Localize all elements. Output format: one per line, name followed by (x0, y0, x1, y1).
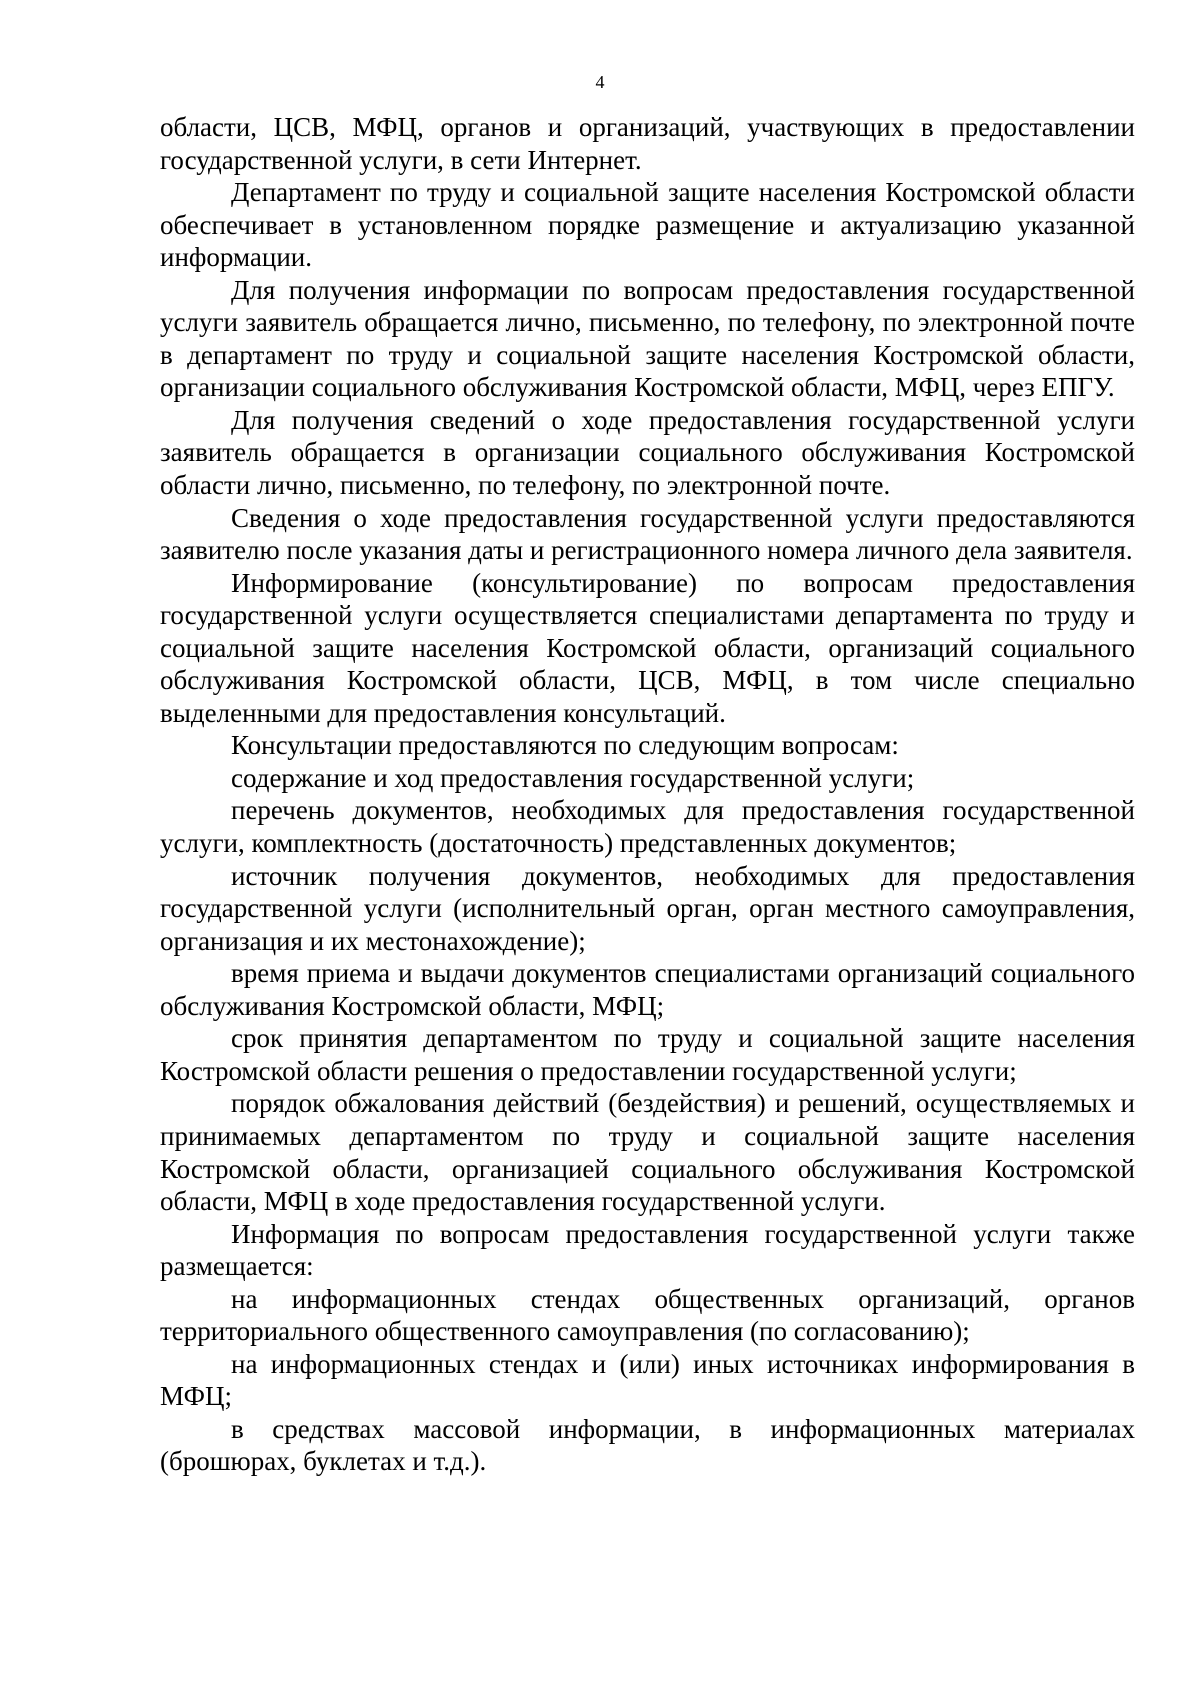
list-item: источник получения документов, необходимых для предоставления государственной услуги (исполнительный орган, орган местного самоуправления, организация и их местонахождение); (160, 860, 1135, 956)
page-number: 4 (595, 72, 605, 92)
paragraph-consulting: Информирование (консультирование) по вопросам предоставления государственной услуги осуществляется специалистами департамента по труду и социальной защите населения Костромской области, организаций социального обслуживания Костромской области, ЦСВ, МФЦ, в том числе специально выделенными для предоставления консультаций. (160, 567, 1135, 728)
list-item: содержание и ход предоставления государственной услуги; (231, 762, 915, 793)
paragraph-continuation: области, ЦСВ, МФЦ, органов и организаций, участвующих в предоставлении государственной услуги, в сети Интернет. (160, 112, 1135, 175)
paragraph-department-duty: Департамент по труду и социальной защите населения Костромской области обеспечивает в установленном порядке размещение и актуализацию указанной информации. (160, 177, 1135, 273)
list-item: на информационных стендах общественных организаций, органов территориального общественного самоуправления (по согласованию); (160, 1283, 1135, 1347)
document-body (160, 111, 1135, 1478)
list-item: на информационных стендах и (или) иных источниках информирования в МФЦ; (160, 1348, 1135, 1412)
list-item: порядок обжалования действий (бездействия) и решений, осуществляемых и принимаемых департаментом по труду и социальной защите населения Костромской области, организацией социального обслуживания Костромской области, МФЦ в ходе предоставления государственной услуги. (160, 1088, 1135, 1217)
paragraph-progress-details: Сведения о ходе предоставления государственной услуги предоставляются заявителю после указания даты и регистрационного номера личного дела заявителя. (160, 502, 1135, 566)
paragraph-info-request: Для получения информации по вопросам предоставления государственной услуги заявитель обращается лично, письменно, по телефону, по электронной почте в департамент по труду и социальной защите населения Костромской области, организации социального обслуживания Костромской области, МФЦ, через ЕПГУ. (160, 274, 1135, 403)
paragraph-info-placement: Информация по вопросам предоставления государственной услуги также размещается: (160, 1218, 1135, 1282)
paragraph-consult-topics: Консультации предоставляются по следующим вопросам: (231, 730, 899, 761)
list-item: перечень документов, необходимых для предоставления государственной услуги, комплектность (достаточность) представленных документов; (160, 795, 1135, 859)
list-item: время приема и выдачи документов специалистами организаций социального обслуживания Костромской области, МФЦ; (160, 958, 1135, 1021)
list-item: срок принятия департаментом по труду и социальной защите населения Костромской области решения о предоставлении государственной услуги; (160, 1023, 1135, 1086)
paragraph-progress-info: Для получения сведений о ходе предоставления государственной услуги заявитель обращается в организации социального обслуживания Костромской области лично, письменно, по телефону, по электронной почте. (160, 404, 1135, 501)
list-item: в средствах массовой информации, в информационных материалах (брошюрах, буклетах и т.д.). (160, 1413, 1135, 1477)
